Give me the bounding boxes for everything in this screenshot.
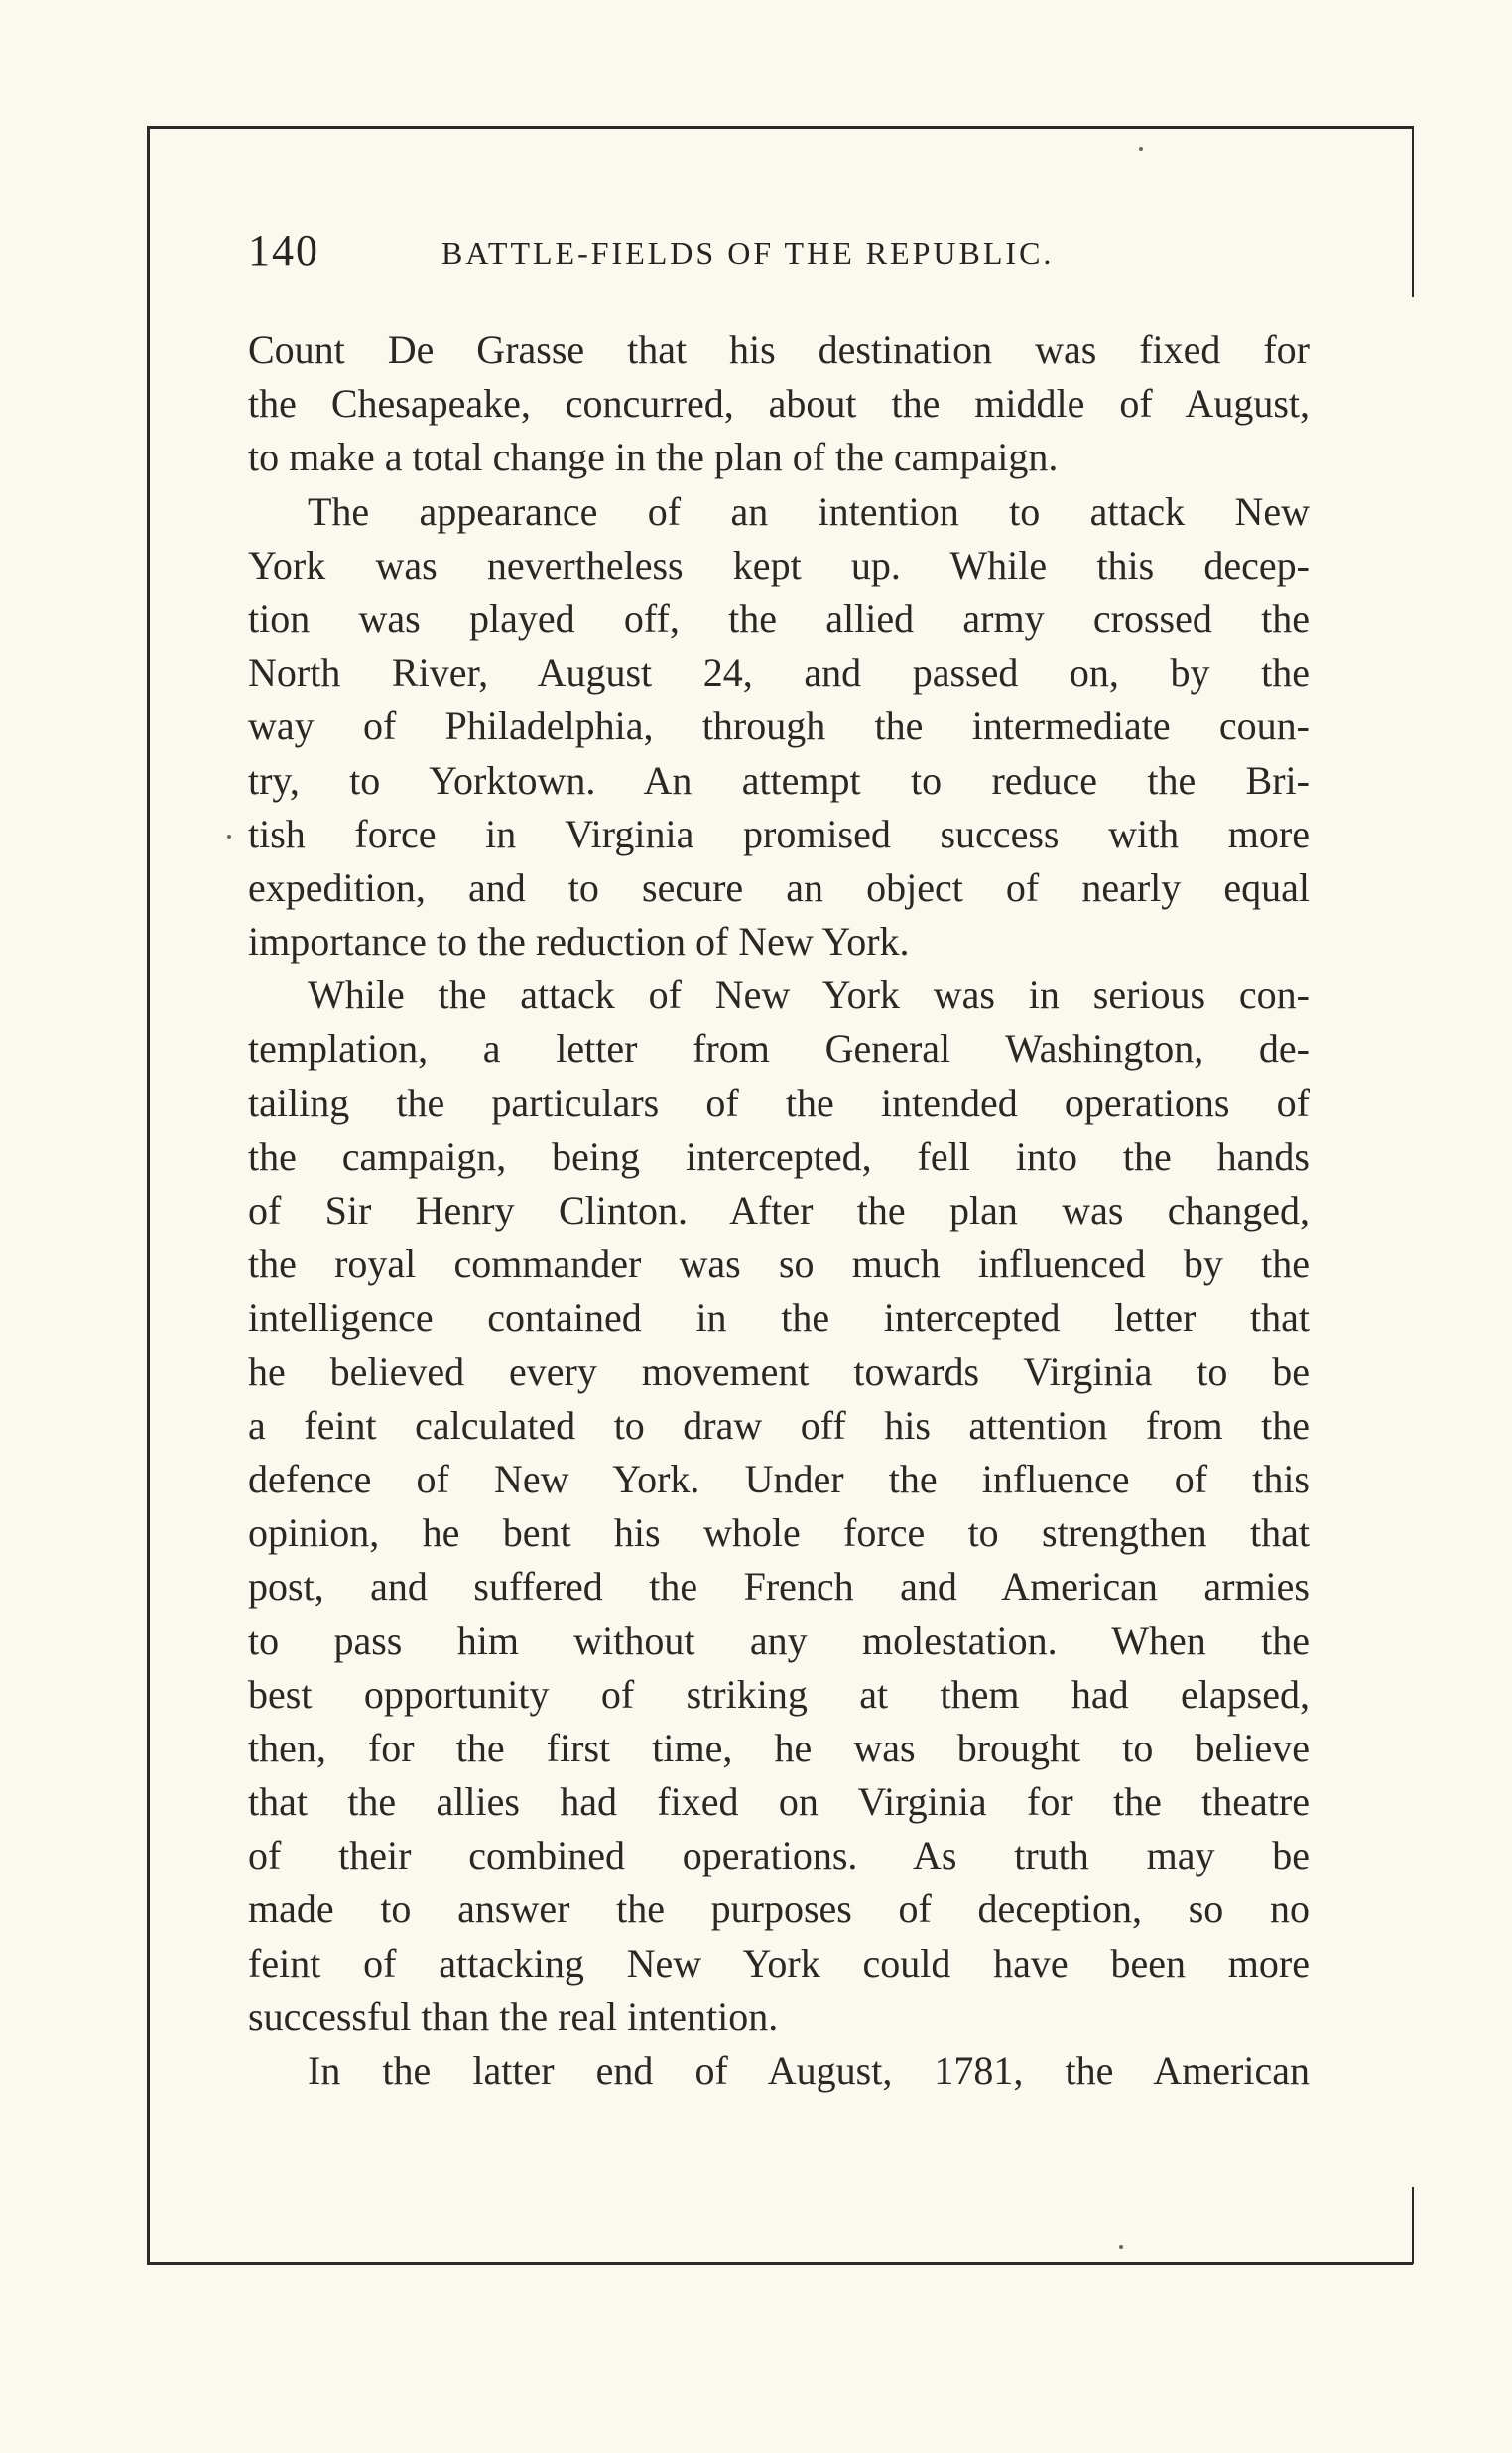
text-line: tion was played off, the allied army crossed the: [248, 595, 1310, 641]
text-line: then, for the first time, he was brought to believe: [248, 1725, 1310, 1770]
text-line: to make a total change in the plan of the campaign.: [248, 435, 1059, 480]
text-line: importance to the reduction of New York.: [248, 919, 910, 965]
text-line: way of Philadelphia, through the intermediate coun-: [248, 704, 1310, 749]
text-line: post, and suffered the French and American armies: [248, 1564, 1310, 1610]
paper-speck: [227, 835, 231, 839]
text-line: templation, a letter from General Washington, de-: [248, 1026, 1310, 1072]
text-line: North River, August 24, and passed on, by the: [248, 650, 1310, 696]
text-line: a feint calculated to draw off his attention from the: [248, 1402, 1310, 1448]
page-border-left: [147, 126, 150, 2264]
text-line: expedition, and to secure an object of nearly equal: [248, 864, 1310, 910]
text-line: try, to Yorktown. An attempt to reduce the Bri-: [248, 757, 1310, 803]
text-line: tish force in Virginia promised success with more: [248, 811, 1310, 856]
text-line: that the allies had fixed on Virginia for the theatre: [248, 1779, 1310, 1825]
page-border-right-upper: [1412, 126, 1414, 297]
text-line: York was nevertheless kept up. While this decep-: [248, 542, 1310, 587]
text-line: opinion, he bent his whole force to strengthen that: [248, 1510, 1310, 1556]
text-line: While the attack of New York was in serious con-: [308, 972, 1310, 1018]
text-line: to pass him without any molestation. When the: [248, 1617, 1310, 1663]
text-line: The appearance of an intention to attack New: [308, 488, 1310, 534]
text-line: of their combined operations. As truth may be: [248, 1833, 1310, 1878]
text-line: the campaign, being intercepted, fell into the hands: [248, 1133, 1310, 1179]
text-line: successful than the real intention.: [248, 1994, 779, 2039]
text-line: the Chesapeake, concurred, about the middle of August,: [248, 381, 1310, 427]
text-line: defence of New York. Under the influence of this: [248, 1456, 1310, 1501]
text-line: In the latter end of August, 1781, the American: [308, 2048, 1310, 2093]
body-text: [248, 323, 1310, 2098]
page-number: 140: [248, 226, 319, 275]
text-line: best opportunity of striking at them had elapsed,: [248, 1671, 1310, 1717]
running-title: BATTLE-FIELDS OF THE REPUBLIC.: [441, 235, 1055, 271]
text-line: the royal commander was so much influenced by the: [248, 1241, 1310, 1287]
page-border-top: [147, 126, 1413, 129]
text-line: Count De Grasse that his destination was fixed for: [248, 327, 1310, 372]
text-line: feint of attacking New York could have been more: [248, 1940, 1310, 1986]
text-line: intelligence contained in the intercepted letter that: [248, 1295, 1310, 1341]
text-line: tailing the particulars of the intended operations of: [248, 1080, 1310, 1125]
paper-speck: [1139, 147, 1143, 151]
paper-speck: [1119, 2245, 1123, 2249]
page-border-right-lower: [1412, 2187, 1414, 2264]
page-border-bottom: [147, 2262, 1413, 2265]
text-line: he believed every movement towards Virginia to be: [248, 1349, 1310, 1394]
text-line: of Sir Henry Clinton. After the plan was changed,: [248, 1188, 1310, 1232]
text-line: made to answer the purposes of deception, so no: [248, 1886, 1310, 1932]
page-header: [248, 225, 1290, 289]
